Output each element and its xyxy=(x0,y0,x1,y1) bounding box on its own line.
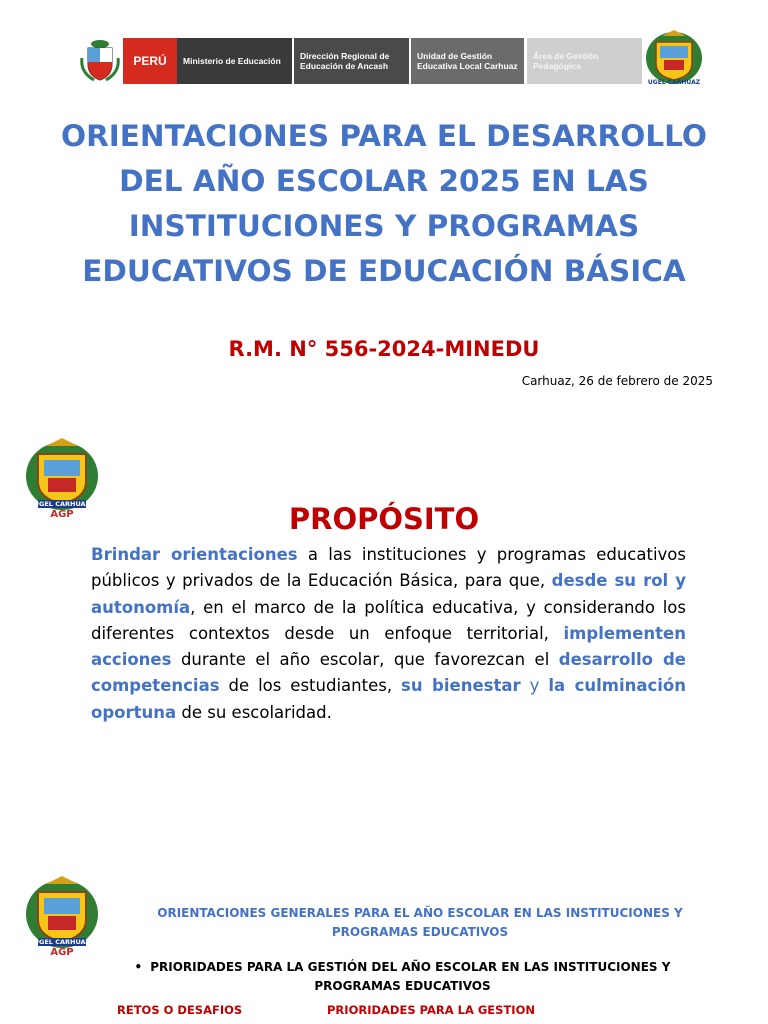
ministry-text: Ministerio de Educación xyxy=(183,56,281,66)
logo-name: UGEL CARHUAZ xyxy=(33,938,91,946)
bullet-marker: • xyxy=(134,960,143,974)
document-title: ORIENTACIONES PARA EL DESARROLLO DEL AÑO ESCOLAR 2025 EN LAS INSTITUCIONES Y PROGRAMAS EDUCATIVOS DE EDUCACIÓN BÁSICA xyxy=(61,119,707,288)
management-priorities-column-header: PRIORIDADES PARA LA GESTION xyxy=(327,1003,535,1017)
peru-shield-emblem xyxy=(80,38,120,84)
purpose-highlight: desarrollo de competencias xyxy=(91,650,687,696)
priorities-bullet-item xyxy=(130,958,675,996)
purpose-highlight: su bienestar xyxy=(401,676,521,696)
regional-text: Dirección Regional de Educación de Ancash xyxy=(300,51,390,71)
purpose-highlight: implementen acciones xyxy=(91,623,686,670)
peru-label: PERÚ xyxy=(123,38,177,84)
ugel-text: Unidad de Gestión Educativa Local Carhuaz xyxy=(417,51,518,71)
purpose-highlight: desde su rol y autonomía xyxy=(91,571,686,617)
purpose-highlight: Brindar orientaciones xyxy=(91,545,298,564)
purpose-text: de los estudiantes, xyxy=(219,676,402,696)
seal-caption: UGEL CARHUAZ xyxy=(647,79,701,86)
purpose-paragraph xyxy=(91,542,686,726)
regional-directorate-label xyxy=(294,38,409,84)
document-date: Carhuaz, 26 de febrero de 2025 xyxy=(521,374,713,388)
ugel-seal-header xyxy=(642,28,706,88)
ugel-label xyxy=(411,38,524,84)
ugel-agp-logo-bottom xyxy=(22,872,102,964)
purpose-text: y xyxy=(520,676,549,696)
logo-tag: AGP xyxy=(50,509,74,520)
area-text: Área de Gestión Pedagógica xyxy=(533,51,599,71)
logo-tag: AGP xyxy=(50,947,74,958)
purpose-heading: PROPÓSITO xyxy=(288,502,480,536)
purpose-text: durante el año escolar, que favorezcan el xyxy=(171,650,559,670)
priorities-text: PRIORIDADES PARA LA GESTIÓN DEL AÑO ESCOLAR EN LAS INSTITUCIONES Y PROGRAMAS EDUCATIVOS xyxy=(150,960,671,993)
ministry-label xyxy=(177,38,292,84)
purpose-highlight: la culminación oportuna xyxy=(91,676,687,722)
logo-name: UGEL CARHUAZ xyxy=(33,500,91,508)
area-label xyxy=(527,38,642,84)
purpose-text: , en el marco de la política educativa, y considerando los diferentes contextos desde un enfoque territorial, xyxy=(91,597,686,643)
purpose-text: a las instituciones y programas educativos públicos y privados de la Educación Básica, para que, xyxy=(91,545,686,591)
resolution-number: R.M. N° 556-2024-MINEDU xyxy=(228,337,540,361)
challenges-column-header: RETOS O DESAFIOS xyxy=(117,1003,243,1017)
purpose-text: de su escolaridad. xyxy=(176,702,332,722)
general-orientations-heading: ORIENTACIONES GENERALES PARA EL AÑO ESCOLAR EN LAS INSTITUCIONES Y PROGRAMAS EDUCATIVOS xyxy=(157,906,683,939)
